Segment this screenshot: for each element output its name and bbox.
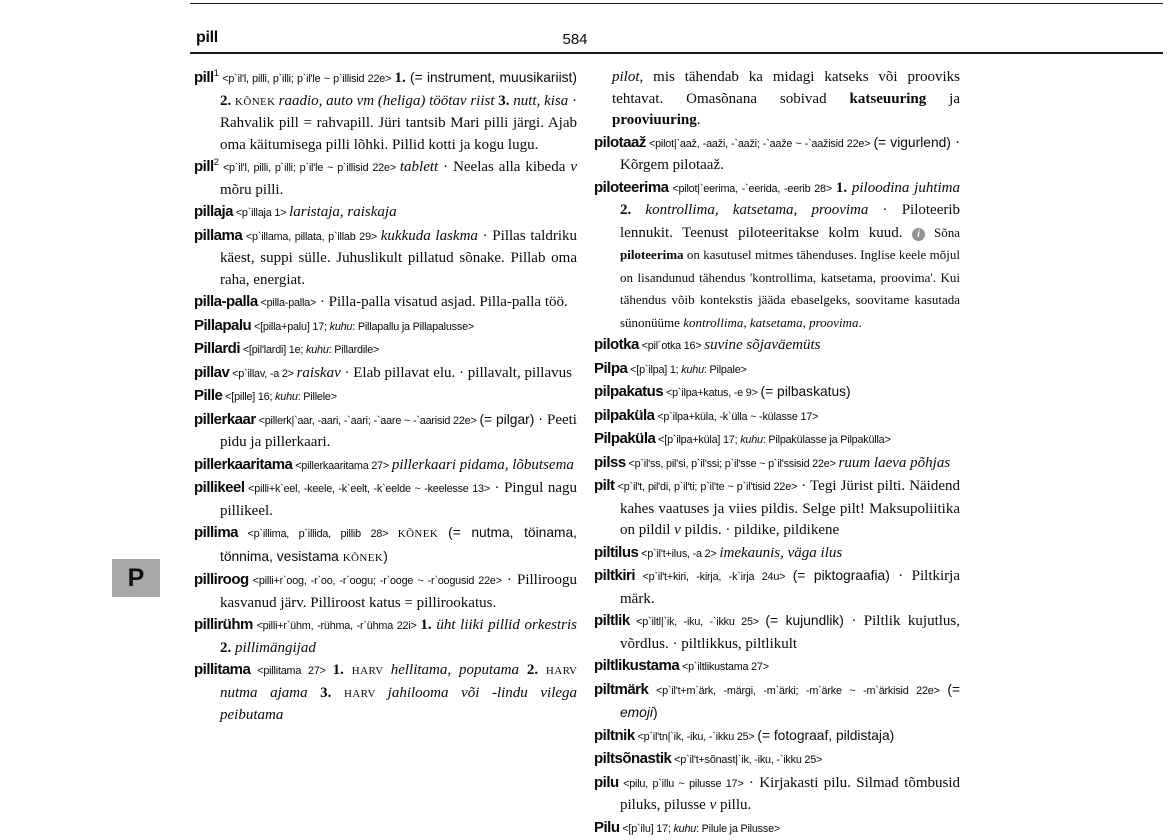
dictionary-entry <box>194 477 577 522</box>
dictionary-entry <box>194 409 577 454</box>
info-icon: i <box>912 228 925 241</box>
entry-grammar: <pil´otka 16> <box>639 340 704 352</box>
dictionary-entry <box>194 454 577 478</box>
entry-grammar: <p`il'tn|`ik, -iku, -`ikku 25> <box>635 731 758 743</box>
entry-grammar: kuhu <box>275 391 298 403</box>
entry-text: pilot <box>612 69 640 85</box>
dictionary-entry <box>594 679 960 725</box>
entry-text: 1. <box>420 617 436 633</box>
entry-headword: piltmärk <box>594 681 648 698</box>
letter-tab: P <box>112 559 160 597</box>
dictionary-entry <box>194 291 577 315</box>
dictionary-entry <box>594 610 960 655</box>
dictionary-entry <box>594 428 960 452</box>
dictionary-entry <box>194 315 577 339</box>
dictionary-entry <box>594 772 960 817</box>
entry-text: KÕNEK <box>398 528 448 540</box>
dictionary-entry <box>194 614 577 659</box>
entry-headword: pill <box>194 158 214 175</box>
entry-text: KÕNEK <box>343 552 384 564</box>
entry-grammar: <pilla-palla> <box>258 297 316 309</box>
dictionary-entry <box>194 569 577 614</box>
dictionary-entry <box>594 452 960 476</box>
entry-headword: pilt <box>594 477 615 494</box>
entry-grammar: : Pillardile> <box>329 344 380 356</box>
entry-text: · Elab pillavat elu. · pillavalt, pillavus <box>341 365 572 381</box>
entry-text: · Neelas alla kibeda <box>438 159 570 175</box>
entry-grammar: <[pilla+palu] 17; <box>251 321 329 333</box>
entry-grammar: <p`illaja 1> <box>233 207 289 219</box>
entry-headword: pillav <box>194 364 229 381</box>
entry-text: (= fotograaf, pildistaja) <box>757 728 894 743</box>
dictionary-entry <box>194 385 577 409</box>
entry-text: 1. <box>333 662 352 678</box>
entry-headword: Pilu <box>594 819 620 836</box>
entry-grammar: <p`ilpa+katus, -e 9> <box>663 387 760 399</box>
entry-text: · Pingul nagu pillikeel. <box>220 480 577 519</box>
entry-headword: pillaja <box>194 203 233 220</box>
entry-text: katseuuring <box>850 91 927 107</box>
entry-headword: piltnik <box>594 727 635 744</box>
entry-text: laristaja, raiskaja <box>289 204 397 220</box>
entry-headword: pillitama <box>194 661 250 678</box>
entry-headword: pill <box>194 69 214 86</box>
entry-headword: piltilus <box>594 544 638 561</box>
entry-grammar: : Pilpale> <box>704 364 747 376</box>
entry-text: HARV <box>344 688 388 700</box>
entry-grammar: kuhu <box>681 364 704 376</box>
entry-text: 1. <box>836 180 852 196</box>
dictionary-entry <box>594 177 960 335</box>
entry-headword: pilpaküla <box>594 407 655 424</box>
entry-grammar: <p`il't+kiri, -kirja, -k`irja 24u> <box>635 571 793 583</box>
entry-text: (= <box>947 682 960 697</box>
dictionary-entry <box>194 522 577 569</box>
dictionary-entry <box>194 156 577 201</box>
header-rule <box>190 52 1163 54</box>
dictionary-entry <box>194 362 577 386</box>
entry-headword: pilotaaž <box>594 134 646 151</box>
page-number: 584 <box>190 31 960 48</box>
entry-continuation <box>594 67 960 132</box>
entry-headword: piltlikustama <box>594 657 679 674</box>
entry-headword: Pilpa <box>594 360 627 377</box>
entry-text: · Rahvalik pill = rahvapill. Jüri tantsib Mari pilli järgi. Ajab oma käitumisega pilli lõhki. Pillid kotti ja kogu lugu. <box>220 93 577 153</box>
entry-text: nutt, kisa <box>513 93 568 109</box>
entry-headword: Pillapalu <box>194 317 251 334</box>
entry-grammar: <pillerk|`aar, -aari, -`aari; -`aare ~ -`aarisid 22e> <box>256 415 480 427</box>
entry-grammar: <pilot|`eerima, -`eerida, -eerib 28> <box>669 183 836 195</box>
entry-headword: pilla-palla <box>194 293 258 310</box>
entry-text: 1 <box>214 68 219 79</box>
entry-text: · Peeti pidu ja pillerkaari. <box>220 412 577 451</box>
entry-text: v <box>570 159 577 175</box>
entry-grammar: kuhu <box>330 321 353 333</box>
entry-headword: Pilpaküla <box>594 430 655 447</box>
entry-text: kontrollima, katsetama, proovima <box>683 315 858 330</box>
entry-grammar: : Pillele> <box>298 391 337 403</box>
entry-headword: pilpakatus <box>594 383 663 400</box>
entry-text: . <box>697 112 701 128</box>
entry-text: nutma ajama <box>220 685 320 701</box>
entry-grammar: <p`il't+ilus, -a 2> <box>638 548 719 560</box>
text-area <box>194 67 960 840</box>
entry-text: pildis. · pildike, pildikene <box>681 522 839 538</box>
entry-text: ja <box>926 91 960 107</box>
entry-text: pillimängijad <box>235 640 316 656</box>
dictionary-entry <box>594 475 960 542</box>
entry-text: hellitama, poputama <box>391 662 527 678</box>
entry-grammar: <pilli+r`ühm, -rühma, -r`ühma 22i> <box>253 620 421 632</box>
entry-text: HARV <box>546 665 577 677</box>
dictionary-entry <box>194 67 577 156</box>
entry-text: Sõna <box>925 225 960 240</box>
entry-text: 2. <box>220 640 235 656</box>
entry-text: 2. <box>620 202 645 218</box>
dictionary-entry <box>594 405 960 429</box>
entry-grammar: : Pilpakülasse ja Pilpakülla> <box>763 434 891 446</box>
entry-headword: Pille <box>194 387 222 404</box>
dictionary-entry <box>594 817 960 840</box>
entry-grammar: <p`iltlikustama 27> <box>679 661 769 673</box>
entry-text: kontrollima, katsetama, proovima <box>645 202 868 218</box>
entry-grammar: kuhu <box>673 823 696 835</box>
entry-grammar: <[p`ilu] 17; <box>620 823 674 835</box>
entry-text: prooviuuring <box>612 112 697 128</box>
entry-headword: piloteerima <box>594 179 669 196</box>
dictionary-entry <box>194 225 577 292</box>
entry-text: imekaunis, väga ilus <box>719 545 842 561</box>
entry-text: piloodina juhtima <box>852 180 960 196</box>
dictionary-entry <box>594 725 960 749</box>
dictionary-entry <box>594 132 960 177</box>
dictionary-entry <box>594 358 960 382</box>
entry-text: 2. <box>527 662 546 678</box>
entry-grammar: : Pilule ja Pilusse> <box>696 823 780 835</box>
entry-headword: piltsõnastik <box>594 750 671 767</box>
guide-word: pill <box>196 29 218 47</box>
entry-text: ) <box>383 549 388 564</box>
entry-grammar: <p`illima, p`illida, pillib 28> <box>238 528 398 540</box>
entry-text: · Kõrgem pilotaaž. <box>620 135 960 174</box>
entry-text: raiskav <box>297 365 341 381</box>
entry-grammar: <p`il't, pil'di, p`il'ti; p`il'te ~ p`il'tisid 22e> <box>615 481 798 493</box>
entry-headword: pillima <box>194 524 238 541</box>
entry-headword: pillama <box>194 227 242 244</box>
dictionary-entry <box>194 338 577 362</box>
entry-headword: pilliroog <box>194 571 249 588</box>
entry-text: , mis tähendab ka midagi katseks või prooviks tehtavat. Omasõnana sobivad <box>612 69 960 107</box>
entry-grammar: <p`il'ss, pil'si, p`il'ssi; p`il'sse ~ p`il'ssisid 22e> <box>626 458 839 470</box>
entry-text: suvine sõjaväemüts <box>704 337 820 353</box>
entry-text: mõru pilli. <box>220 182 283 198</box>
entry-text: . <box>858 315 861 330</box>
entry-headword: pilss <box>594 454 626 471</box>
entry-text: 1. <box>394 70 410 86</box>
entry-text: kukkuda laskma <box>381 228 478 244</box>
entry-text: v <box>674 522 681 538</box>
entry-text: on kasutusel mitmes tähenduses. Inglise keele mõjul on lisandunud tähendus 'kontrollima, katsetama, proovima'. Kui tähendus võib kontekstis jääda ebaselgeks, soovitame kasutada sünonüüme <box>620 247 960 330</box>
entry-grammar: <pillerkaaritama 27> <box>292 460 391 472</box>
entry-text: · Kirjakasti pilu. Silmad tõmbusid piluks, pilusse <box>620 775 960 814</box>
entry-grammar: kuhu <box>740 434 763 446</box>
entry-grammar: <p`il't+sõnast|`ik, -iku, -`ikku 25> <box>671 754 822 766</box>
entry-grammar: <p`ilpa+küla, -k`ülla ~ -külasse 17> <box>655 411 819 423</box>
entry-grammar: kuhu <box>306 344 329 356</box>
dictionary-entry <box>594 748 960 772</box>
entry-grammar: <pillitama 27> <box>250 665 332 677</box>
entry-text: · Pilliroogu kasvanud järv. Pilliroost katus = pillirookatus. <box>220 572 577 611</box>
entry-headword: Pillardi <box>194 340 240 357</box>
entry-grammar: <[pille] 16; <box>222 391 275 403</box>
entry-text: üht liiki pillid orkestris <box>436 617 577 633</box>
entry-headword: pillikeel <box>194 479 245 496</box>
entry-text: ruum laeva põhjas <box>839 455 951 471</box>
entry-grammar: <p`il'l, pilli, p`illi; p`il'le ~ p`illisid 22e> <box>219 73 395 85</box>
entry-text: v <box>710 797 717 813</box>
entry-grammar: <[pil'lardi] 1e; <box>240 344 306 356</box>
entry-text: pillu. <box>716 797 751 813</box>
entry-text: (= pilbaskatus) <box>761 384 851 399</box>
entry-grammar: <pilli+r`oog, -r`oo, -r`oogu; -r`ooge ~ -r`oogusid 22e> <box>249 575 502 587</box>
dictionary-entry <box>194 659 577 727</box>
entry-text: jahilooma või -lindu vilega peibutama <box>220 685 577 724</box>
entry-text: raadio, auto vm (heliga) töötav riist <box>279 93 499 109</box>
entry-headword: pilu <box>594 774 619 791</box>
dictionary-entry <box>594 565 960 610</box>
entry-text: · Pilla-palla visatud asjad. Pilla-palla töö. <box>316 294 568 310</box>
entry-grammar: <pilu, p`illu ~ pilusse 17> <box>619 778 744 790</box>
right-column <box>594 67 960 840</box>
top-rule <box>190 3 1163 4</box>
entry-grammar: <p`iltl|`ik, -iku, -`ikku 25> <box>630 616 766 628</box>
entry-text: pillerkaari pidama, lõbutsema <box>392 457 574 473</box>
dictionary-entry <box>594 334 960 358</box>
entry-headword: pilotka <box>594 336 639 353</box>
entry-text: · Piltkirja märk. <box>620 568 960 607</box>
entry-text: HARV <box>352 665 391 677</box>
entry-text: emoji <box>620 705 653 720</box>
entry-text: · Piloteerib lennukit. Teenust piloteeritakse kolm kuud. <box>620 202 960 241</box>
entry-grammar: <p`il't+m`ärk, -märgi, -m`ärki; -m`ärke ~ -m`ärkisid 22e> <box>648 685 947 697</box>
dictionary-entry <box>194 201 577 225</box>
entry-text: · Pillas taldriku käest, suppi sülle. Juhuslikult pillatud sõnake. Pillab oma raha, energiat. <box>220 228 577 288</box>
entry-text: tablett <box>400 159 438 175</box>
entry-grammar: <p`il'l, pilli, p`illi; p`il'le ~ p`illisid 22e> <box>219 162 400 174</box>
entry-text: KÕNEK <box>235 96 279 108</box>
entry-text: · Piltlik kujutlus, võrdlus. · piltlikkus, piltlikult <box>620 613 960 652</box>
entry-text: (= vigurlend) <box>873 135 950 150</box>
entry-text: (= piktograafia) <box>793 568 890 583</box>
entry-grammar: : Pillapallu ja Pillapalusse> <box>352 321 474 333</box>
dictionary-entry <box>594 655 960 679</box>
entry-grammar: <[p`ilpa+küla] 17; <box>655 434 740 446</box>
entry-text: (= kujundlik) <box>765 613 843 628</box>
entry-text: (= nutma, töinama, tönnima, vesistama <box>220 525 577 564</box>
entry-headword: pillirühm <box>194 616 253 633</box>
entry-grammar: <p`illav, -a 2> <box>229 368 296 380</box>
entry-text: piloteerima <box>620 247 684 262</box>
entry-headword: pillerkaaritama <box>194 456 292 473</box>
dictionary-entry <box>594 542 960 566</box>
dictionary-entry <box>594 381 960 405</box>
entry-headword: piltkiri <box>594 567 635 584</box>
entry-headword: piltlik <box>594 612 630 629</box>
left-column <box>194 67 577 840</box>
entry-text: 2. <box>220 93 235 109</box>
entry-grammar: <p`illama, pillata, p`illab 29> <box>242 231 381 243</box>
entry-grammar: <pilli+k`eel, -keele, -k`eelt, -k`eelde ~ -keelesse 13> <box>245 483 490 495</box>
entry-grammar: <[p`ilpa] 1; <box>627 364 681 376</box>
entry-text: 3. <box>498 93 513 109</box>
entry-text: ) <box>653 705 658 720</box>
entry-text: (= instrument, muusikariist) <box>410 70 577 85</box>
entry-text: 3. <box>320 685 344 701</box>
entry-text: · Tegi Jürist pilti. Näidend kahes vaatuses ja viies pildis. Selge pilt! Maksupoliitika on pildil <box>620 478 960 538</box>
entry-grammar: <pilot|`aaž, -aaži, -`aaži; -`aaže ~ -`aažisid 22e> <box>646 138 874 150</box>
entry-text: (= pilgar) <box>479 412 534 427</box>
entry-headword: pillerkaar <box>194 411 256 428</box>
entry-text: 2 <box>214 157 219 168</box>
